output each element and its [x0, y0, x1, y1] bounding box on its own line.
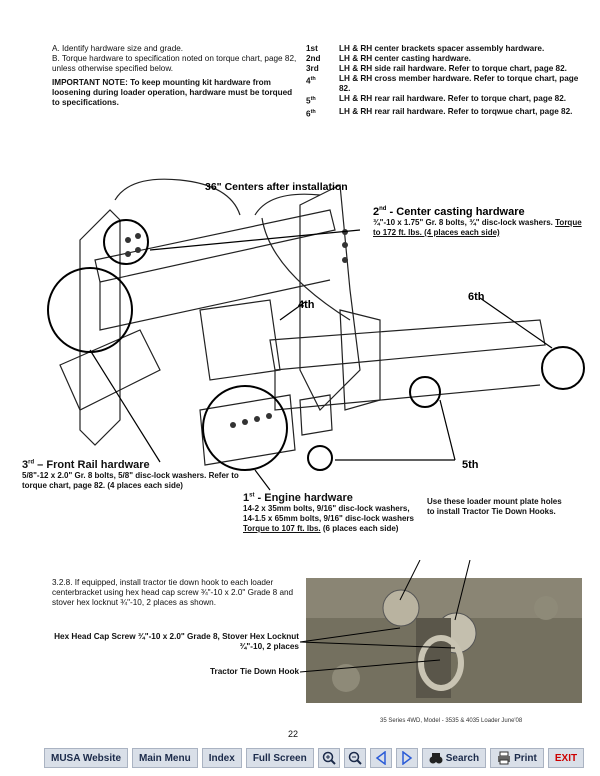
binoculars-icon [429, 751, 443, 765]
bolt [125, 251, 131, 257]
leader-third [90, 350, 160, 462]
note-b: B. Torque hardware to specification noted on torque chart, page 82, unless otherwise specified below. [52, 54, 297, 73]
third-title-rest: – Front Rail hardware [34, 459, 150, 471]
second-detail: ¾"-10 x 1.75" Gr. 8 bolts, ¾" disc-lock washers. [373, 218, 553, 227]
triangle-left-icon [375, 751, 387, 765]
second-title-base: 2 [373, 206, 380, 218]
tiedown-instruction: 3.2.8. If equipped, install tractor tie down hook to each loader centerbracket using hex head cap screw ¾"-10 x 2.0" Grade 8 and stover hex locknut ¾"-10, 2 places as shown. [52, 578, 294, 607]
bolt [230, 422, 236, 428]
fifth-label: 5th [462, 459, 479, 471]
centers-curve-right [255, 194, 320, 215]
leader-fifth-b [440, 400, 455, 460]
notes-block [52, 44, 297, 108]
sequence-text: LH & RH rear rail hardware. Refer to torque chart, page 82. [339, 94, 567, 103]
zoom-in-button[interactable] [318, 748, 340, 768]
first-block [243, 492, 418, 534]
page-number: 22 [288, 729, 299, 739]
first-title-base: 1 [243, 492, 250, 504]
sequence-number-suffix: th [310, 96, 316, 102]
first-places: (6 places each side) [322, 524, 399, 533]
print-button[interactable] [490, 748, 544, 768]
fourth-label: 4th [298, 299, 315, 311]
third-title-suffix: rd [28, 459, 35, 466]
exit-button[interactable]: EXIT [548, 748, 584, 768]
callout-circle-sixth [542, 347, 584, 389]
search-button[interactable] [422, 748, 486, 768]
third-title-base: 3 [22, 459, 29, 471]
zoom-out-icon [348, 751, 362, 765]
first-detail-block [243, 504, 418, 534]
sequence-item [306, 64, 581, 74]
sequence-text: LH & RH rear rail hardware. Refer to torqwue chart, page 82. [339, 106, 573, 116]
important-note: IMPORTANT NOTE: To keep mounting kit hardware from loosening during loader operation, hardware must be torqued to specifications. [52, 78, 293, 107]
sequence-number [306, 107, 339, 120]
sequence-text: LH & RH center casting hardware. [339, 54, 471, 63]
leader-photo-b [455, 560, 470, 620]
sequence-number [306, 74, 339, 94]
sequence-text: LH & RH center brackets spacer assembly hardware. [339, 44, 545, 53]
bolt [342, 257, 348, 263]
bolt [242, 419, 248, 425]
leader-second [150, 230, 360, 250]
sequence-item [306, 74, 581, 94]
photo-leaders [0, 560, 600, 700]
sequence-number-base: 6 [306, 109, 311, 119]
screw-callout: Hex Head Cap Screw ¾"-10 x 2.0" Grade 8, Stover Hex Locknut ¾"-10, 2 places [54, 632, 299, 651]
sequence-number: 3rd [306, 64, 319, 73]
musa-website-button[interactable]: MUSA Website [44, 748, 128, 768]
first-title [243, 492, 418, 504]
second-detail-block [373, 218, 583, 238]
sequence-item [306, 44, 581, 54]
second-title-suffix: nd [379, 206, 387, 212]
callout-circle-fifth-b [410, 377, 440, 407]
previous-page-button[interactable] [370, 748, 392, 768]
bolt [342, 242, 348, 248]
note-a: A. Identify hardware size and grade. [52, 44, 184, 53]
casting-plate [340, 310, 380, 410]
callout-circle-fifth-a [308, 446, 332, 470]
index-button[interactable]: Index [202, 748, 242, 768]
second-title [373, 206, 525, 218]
nav-bar [44, 746, 584, 770]
zoom-out-button[interactable] [344, 748, 366, 768]
first-torque: Torque to 107 ft. lbs. [243, 524, 321, 533]
sequence-number-suffix: th [310, 108, 316, 115]
first-detail: 14-2 x 35mm bolts, 9/16" disc-lock washers, 14-1.5 x 65mm bolts, 9/16" disc-lock washers [243, 504, 414, 523]
sequence-item [306, 54, 581, 64]
second-title-rest: - Center casting hardware [386, 206, 525, 218]
print-label: Print [514, 752, 537, 764]
sequence-number [306, 94, 339, 107]
bolt [135, 247, 141, 253]
frame-rail-side [100, 280, 330, 330]
center-casting [300, 185, 360, 410]
leader-photo-a [400, 560, 420, 600]
sequence-number-base: 4 [306, 76, 311, 86]
torque-sequence-list [306, 44, 581, 119]
tiedown-note: Use these loader mount plate holes to install Tractor Tie Down Hooks. [427, 497, 562, 516]
sequence-text: LH & RH cross member hardware. Refer to torque chart, page 82. [339, 74, 579, 93]
third-title [22, 459, 242, 471]
sequence-text: LH & RH side rail hardware. Refer to torque chart, page 82. [339, 64, 567, 73]
printer-icon [497, 751, 511, 765]
leader-first [255, 470, 270, 490]
next-page-button[interactable] [396, 748, 418, 768]
search-label: Search [445, 752, 480, 764]
sixth-label: 6th [468, 291, 485, 303]
sequence-number: 1st [306, 44, 318, 53]
front-rail-plate [60, 330, 160, 410]
main-menu-button[interactable]: Main Menu [132, 748, 198, 768]
first-title-rest: - Engine hardware [254, 492, 353, 504]
sequence-number-suffix: th [310, 76, 316, 82]
third-block [22, 459, 242, 491]
leader-hook [300, 660, 440, 672]
triangle-right-icon [401, 751, 413, 765]
sequence-item [306, 107, 581, 120]
leader-screw-b [300, 642, 455, 648]
sequence-number-base: 5 [306, 96, 311, 106]
leader-screw-a [300, 628, 400, 642]
frame-rail-rear [270, 320, 545, 370]
bolt [254, 416, 260, 422]
full-screen-button[interactable]: Full Screen [246, 748, 314, 768]
footer-note: 35 Series 4WD, Model - 3535 & 4035 Loader June'08 [380, 718, 523, 724]
callout-circle-first [203, 386, 287, 470]
sequence-number: 2nd [306, 54, 321, 63]
frame-rail-rear-side [275, 370, 540, 410]
first-title-suffix: st [249, 492, 255, 499]
sequence-item [306, 94, 581, 107]
zoom-in-icon [322, 751, 336, 765]
bolt [125, 237, 131, 243]
cross-member [200, 300, 280, 380]
second-torque: Torque to 172 ft. lbs. (4 places each side) [373, 218, 582, 237]
third-detail: 5/8"-12 x 2.0" Gr. 8 bolts, 5/8" disc-lock washers. Refer to torque chart, page 82. (4 places each side) [22, 471, 239, 490]
centers-label: 36" Centers after installation [205, 181, 348, 193]
bolt [135, 233, 141, 239]
hook-callout: Tractor Tie Down Hook [209, 667, 299, 676]
bolt [266, 413, 272, 419]
